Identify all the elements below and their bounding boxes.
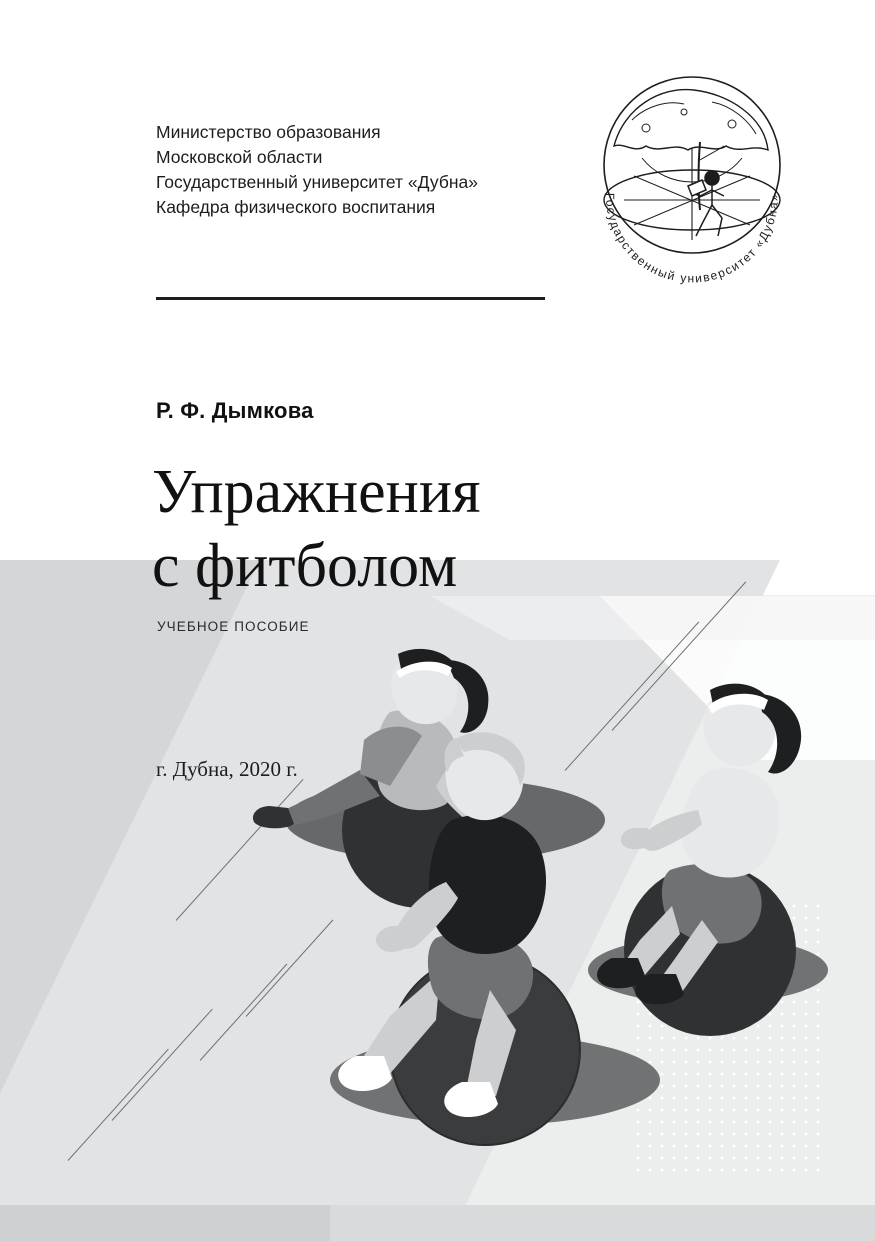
fitball-exercises-illustration (240, 620, 850, 1180)
institution-header (156, 120, 576, 220)
title-line-1: Упражнения (152, 458, 481, 526)
header-divider (156, 297, 545, 300)
bottom-strip-dark (0, 1205, 330, 1241)
subtitle: УЧЕБНОЕ ПОСОБИЕ (157, 619, 310, 634)
header-line-2: Московской области (156, 147, 323, 167)
title-line-2: с фитболом (152, 532, 458, 600)
page-title (152, 455, 672, 603)
header-line-3: Государственный университет «Дубна» (156, 172, 478, 192)
emblem-ring-text: Государственный университет «Дубна» (602, 192, 782, 286)
header-line-1: Министерство образования (156, 122, 381, 142)
header-line-4: Кафедра физического воспитания (156, 197, 436, 217)
place-year: г. Дубна, 2020 г. (156, 757, 298, 781)
author-name: Р. Ф. Дымкова (156, 398, 314, 423)
university-emblem (572, 50, 812, 290)
